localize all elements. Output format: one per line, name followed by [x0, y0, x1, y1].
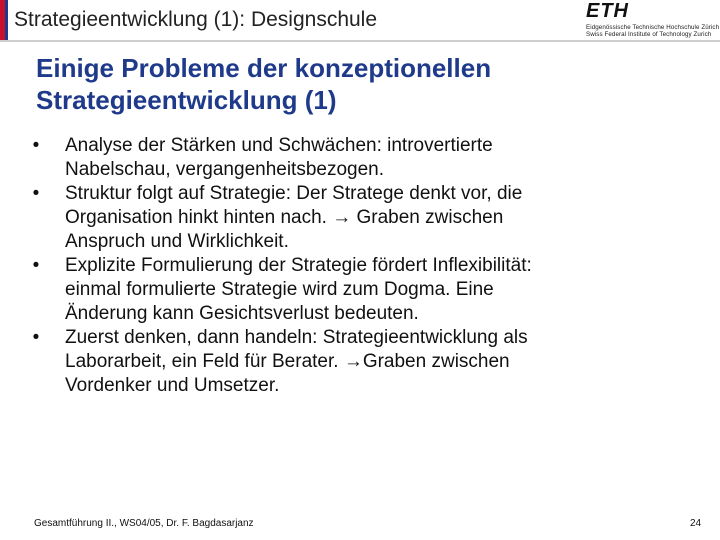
bullet-item	[30, 134, 680, 182]
bullet-line: Anspruch und Wirklichkeit.	[65, 231, 289, 252]
bullet-item	[30, 326, 680, 398]
bullet-line: Organisation hinkt hinten nach. → Graben zwischen	[65, 207, 504, 228]
bullet-line: Nabelschau, vergangenheitsbezogen.	[65, 159, 385, 180]
bullet-line: Analyse der Stärken und Schwächen: introvertierte	[65, 135, 493, 156]
header-accent-blue	[5, 0, 8, 40]
bullet-line: Struktur folgt auf Strategie: Der Stratege denkt vor, die	[65, 183, 523, 204]
eth-logo	[586, 0, 720, 38]
bullet-line: Änderung kann Gesichtsverlust bedeuten.	[65, 303, 419, 324]
bullet-item	[30, 254, 680, 326]
bullet-marker: •	[32, 255, 40, 276]
page-number: 24	[690, 518, 702, 529]
bullet-list	[30, 134, 680, 398]
bullet-line: einmal formulierte Strategie wird zum Dogma. Eine	[65, 279, 494, 300]
bullet-item	[30, 182, 680, 254]
bullet-marker: •	[32, 327, 40, 348]
bullet-line: Explizite Formulierung der Strategie fördert Inflexibilität:	[65, 255, 532, 276]
eth-logo-line2: Swiss Federal Institute of Technology Zurich	[586, 31, 712, 38]
footer-course-info: Gesamtführung II., WS04/05, Dr. F. Bagdasarjanz	[34, 518, 254, 529]
bullet-line: Zuerst denken, dann handeln: Strategieentwicklung als	[65, 327, 528, 348]
bullet-line: Vordenker und Umsetzer.	[65, 375, 280, 396]
slide-title-line2: Strategieentwicklung (1)	[36, 85, 337, 115]
bullet-marker: •	[32, 135, 40, 156]
bullet-line: Laborarbeit, ein Feld für Berater. →Graben zwischen	[65, 351, 510, 372]
slide-title	[36, 52, 686, 116]
header-bar	[0, 0, 720, 40]
eth-logo-line1: Eidgenössische Technische Hochschule Zürich	[586, 24, 720, 31]
header-divider	[0, 40, 720, 42]
slide-title-line1: Einige Probleme der konzeptionellen	[36, 53, 492, 83]
eth-logo-word: ETH	[586, 0, 629, 22]
header-title: Strategieentwicklung (1): Designschule	[14, 8, 378, 31]
bullet-marker: •	[32, 183, 40, 204]
